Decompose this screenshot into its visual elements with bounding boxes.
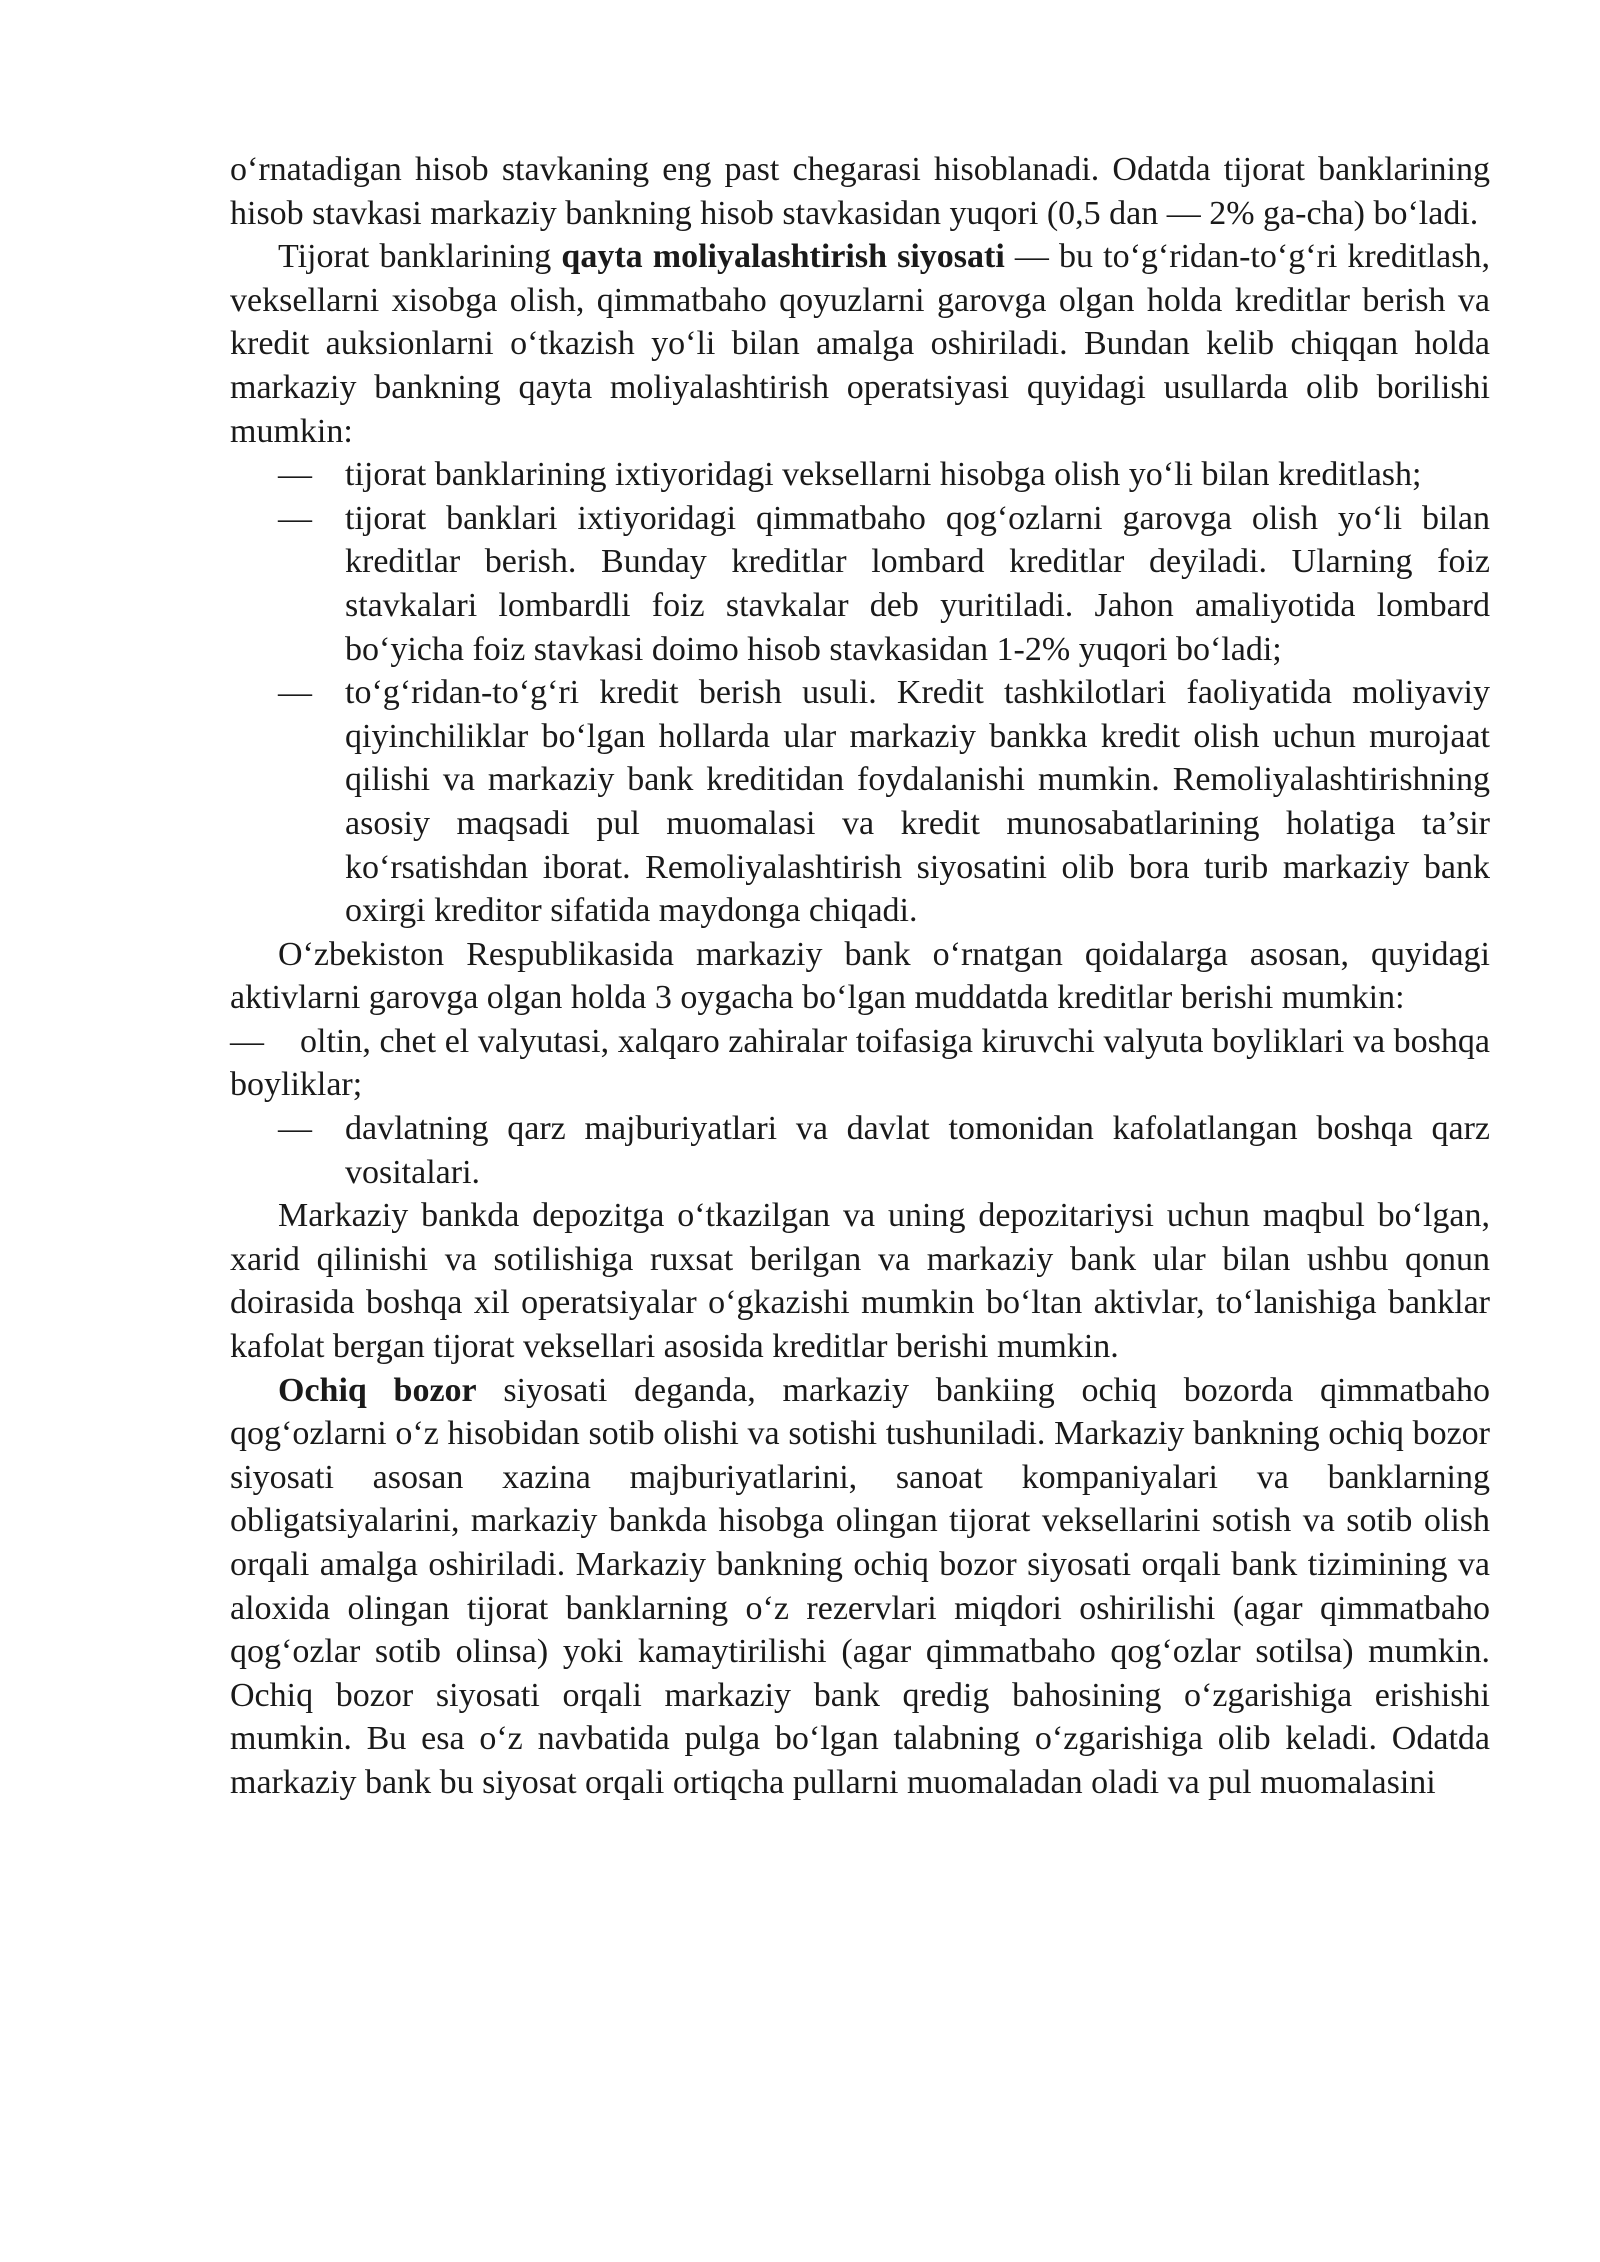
paragraph-uzbekistan-collateral: [230, 933, 1490, 1020]
list-dash: —: [230, 1022, 264, 1060]
paragraph-central-bank-deposit: [230, 1194, 1490, 1368]
paragraph-text: o‘rnatadigan hisob stavkaning eng past chegarasi hisoblanadi. Odatda tijorat banklarining hisob stavkasi markaziy bankning hisob stavkasidan yuqori (0,5 dan — 2% ga-cha) bo‘ladi.: [230, 151, 1490, 232]
paragraph-discount-rate: [230, 148, 1490, 235]
paragraph-text: — bu to‘g‘ridan-to‘g‘ri kreditlash, veksellarni xisobga olish, qimmatbaho qoyuzlarni garovga olgan holda kreditlar berish va kredit auksionlarni o‘tkazish yo‘li bilan amalga oshiriladi. Bundan kelib chiqqan holda markaziy bankning qayta moliyalashtirish operatsiyasi quyidagi usullarda olib borilishi mumkin:: [230, 238, 1490, 450]
list-item-text: davlatning qarz majburiyatlari va davlat tomonidan kafolatlangan boshqa qarz vositalari.: [345, 1110, 1490, 1191]
list-dash: —: [278, 499, 312, 537]
bold-term-refinancing: qayta moliyalashtirish siyosati: [561, 238, 1005, 276]
list-item-text: tijorat banklari ixtiyoridagi qimmatbaho qog‘ozlarni garovga olish yo‘li bilan kreditlar berish. Bunday kreditlar lombard kreditlar deyiladi. Ularning foiz stavkalari lombardli foiz stavkalar deb yuritiladi. Jahon amaliyotida lombard bo‘yicha foiz stavkasi doimo hisob stavkasidan 1-2% yuqori bo‘ladi;: [345, 499, 1490, 668]
document-page: [230, 148, 1490, 1805]
paragraph-text: Markaziy bankda depozitga o‘tkazilgan va uning depozitariysi uchun maqbul bo‘lgan, xarid qilinishi va sotilishiga ruxsat berilgan va markaziy bank ular bilan ushbu qonun doirasida boshqa xil operatsiyalar o‘gkazishi mumkin bo‘ltan aktivlar, to‘lanishiga banklar kafolat bergan tijorat veksellari asosida kreditlar berishi mumkin.: [230, 1197, 1490, 1366]
list-item: [230, 497, 1490, 671]
list-item: [230, 1020, 1490, 1107]
list-dash: —: [278, 674, 312, 712]
paragraph-text: Tijorat banklarining: [278, 238, 562, 276]
list-dash: —: [278, 1110, 312, 1148]
list-item: [230, 671, 1490, 933]
list-item: [230, 453, 1490, 497]
paragraph-text: O‘zbekiston Respublikasida markaziy bank o‘rnatgan qoidalarga asosan, quyidagi aktivlarni garovga olgan holda 3 oygacha bo‘lgan muddatda kreditlar berishi mumkin:: [230, 935, 1490, 1017]
paragraph-open-market: [230, 1369, 1490, 1805]
list-item-text: oltin, chet el valyutasi, xalqaro zahiralar toifasiga kiruvchi valyuta boyliklari va boshqa boyliklar;: [230, 1022, 1490, 1104]
list-item-text: to‘g‘ridan-to‘g‘ri kredit berish usuli. Kredit tashkilotlari faoliyatida moliyaviy qiyinchiliklar bo‘lgan hollarda ular markaziy bankka kredit olish uchun murojaat qilishi va markaziy bank kreditidan foydalanishi mumkin. Remoliyalashtirishning asosiy maqsadi pul muomalasi va kredit munosabatlarining holatiga ta’sir ko‘rsatishdan iborat. Remoliyalashtirish siyosatini olib bora turib markaziy bank oxirgi kreditor sifatida maydonga chiqadi.: [345, 674, 1490, 930]
list-item: [230, 1107, 1490, 1194]
list-dash: —: [278, 456, 312, 494]
paragraph-text: siyosati deganda, markaziy bankiing ochiq bozorda qimmatbaho qog‘ozlarni o‘z hisobidan sotib olishi va sotishi tushuniladi. Markaziy bankning ochiq bozor siyosati asosan xazina majburiyatlarini, sanoat kompaniyalari va banklarning obligatsiyalarini, markaziy bankda hisobga olingan tijorat veksellarini sotish va sotib olish orqali amalga oshiriladi. Markaziy bankning ochiq bozor siyosati orqali bank tizimining va aloxida olingan tijorat banklarning o‘z rezervlari miqdori oshirilishi (agar qimmatbaho qog‘ozlar sotib olinsa) yoki kamaytirilishi (agar qimmatbaho qog‘ozlar sotilsa) mumkin. Ochiq bozor siyosati orqali markaziy bank qredig bahosining o‘zgarishiga erishishi mumkin. Bu esa o‘z navbatida pulga bo‘lgan talabning o‘zgarishiga olib keladi. Odatda markaziy bank bu siyosat orqali ortiqcha pullarni muomaladan oladi va pul muomalasini: [230, 1371, 1490, 1801]
bold-term-open-market: Ochiq bozor: [278, 1371, 477, 1409]
paragraph-refinancing-policy: [230, 235, 1490, 453]
list-item-text: tijorat banklarining ixtiyoridagi veksellarni hisobga olish yo‘li bilan kreditlash;: [345, 456, 1422, 494]
